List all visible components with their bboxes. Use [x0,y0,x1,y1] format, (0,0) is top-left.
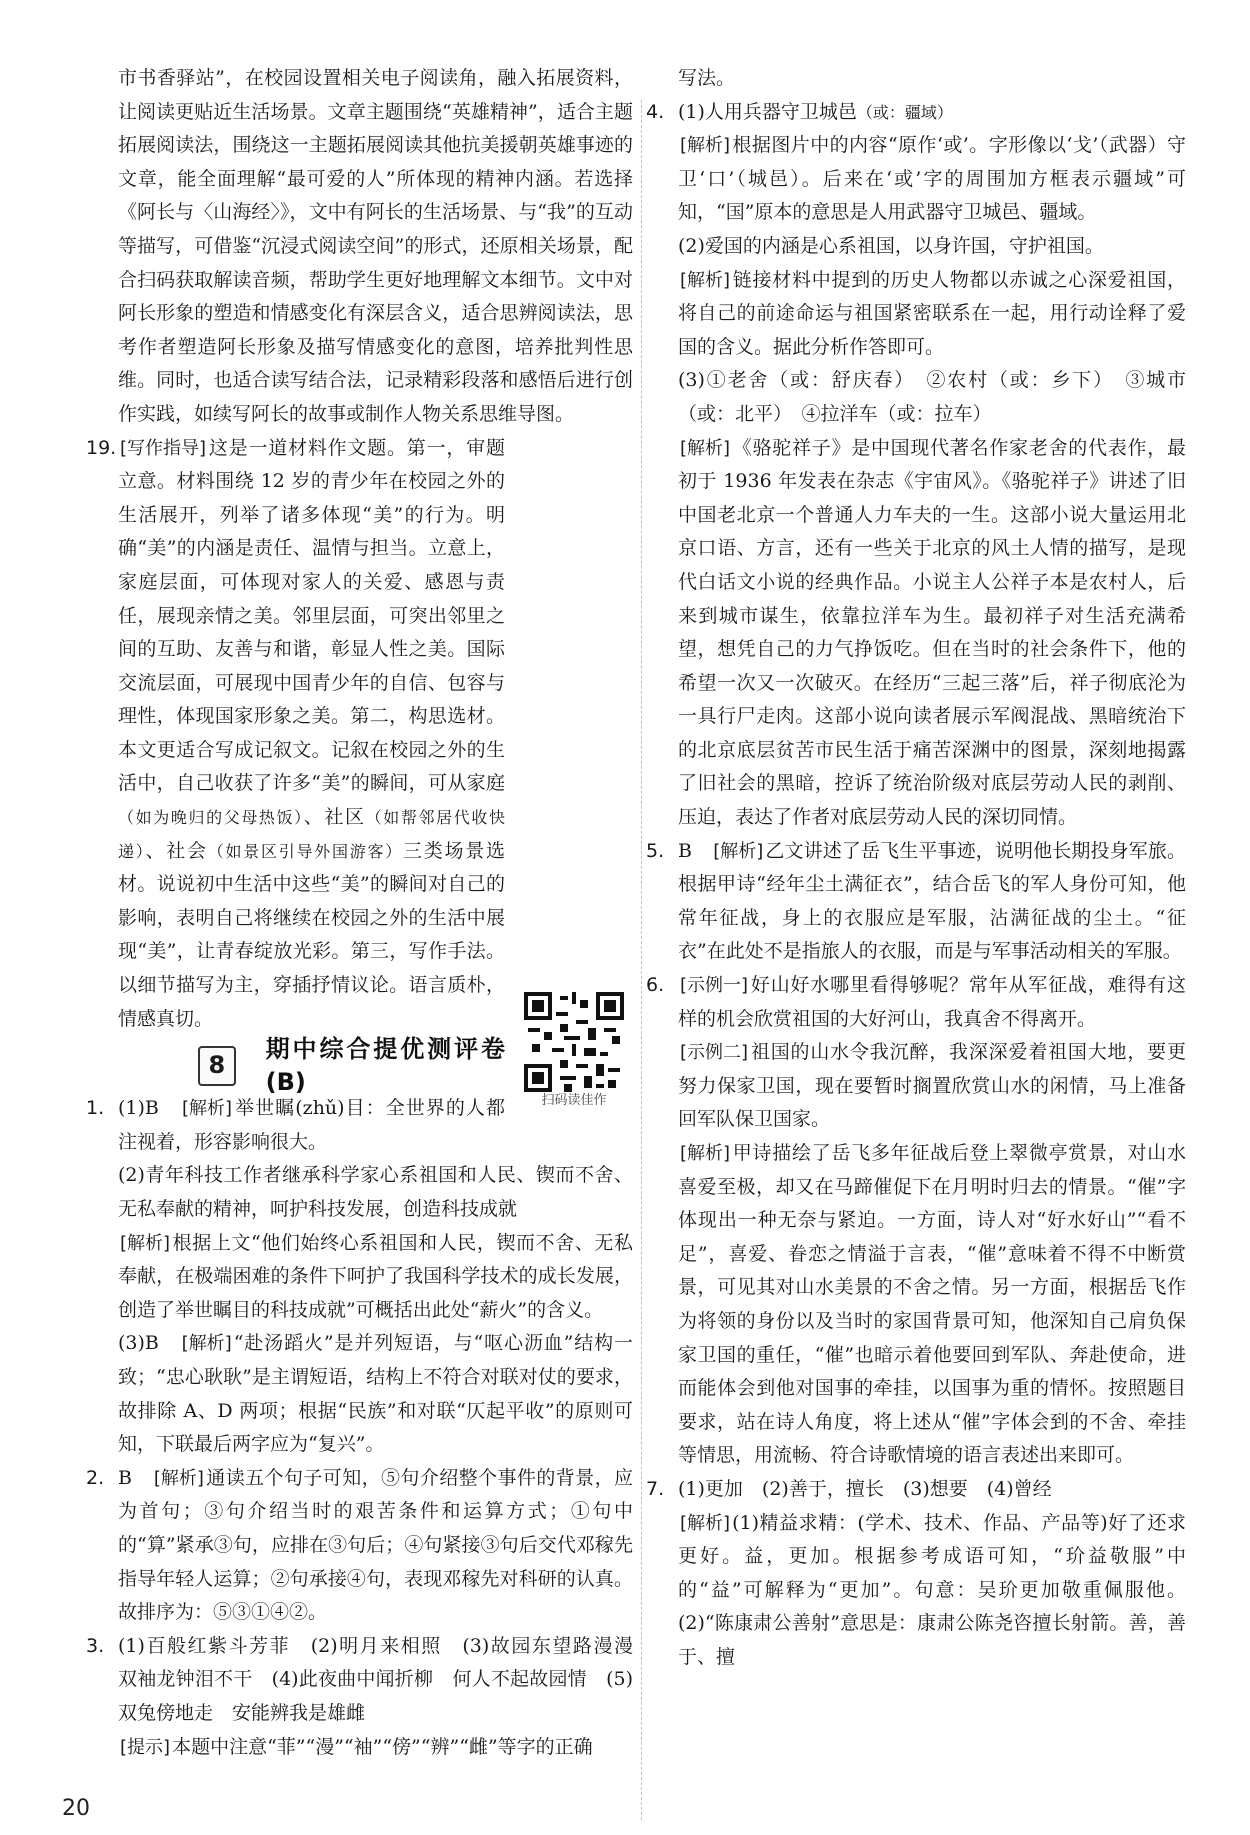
answer-tag: [ 解析 ] [678,1513,732,1535]
answer-text: 举世瞩(zhǔ)目：全世界的人都注视着，形容影响很大。 [118,1097,505,1153]
answer-tag: [ 解析 ] [711,841,765,863]
answer-text: 《骆驼祥子》是中国现代著名作家老舍的代表作，最初于 1936 年发表在杂志《宇宙风》。《骆驼祥子》讲述了旧中国老北京一个普通人力车夫的一生。这部小说大量运用北京口语、方言，还有一些关于北京的风土人情的描写，是现代白话文小说的经典作品。小说主人公祥子本是农村人，后来到城市谋生，依靠拉洋车为生。最初祥子对生活充满希望，想凭自己的力气挣饭吃。但在当时的社会条件下，他的希望一次又一次破灭。在经历“三起三落”后，祥子彻底沦为一具行尸走肉。这部小说向读者展示军阀混战、黑暗统治下的北京底层贫苦市民生活于痛苦深渊中的图景，深刻地揭露了旧社会的黑暗，控诉了统治阶级对底层劳动人民的剥削、压迫，表达了作者对底层劳动人民的深切同情。 [678,436,1186,829]
answer: (2)爱国的内涵是心系祖国，以身许国，守护祖国。 [678,234,1104,257]
question-4 [648,96,1186,835]
alt-answer: （或：疆域） [856,102,953,122]
example-note: （如为晚归的父母热饭） [118,808,304,828]
right-column [648,62,1186,1675]
qr-caption: 扫码读佳作 [541,1092,607,1108]
answer: (1)百般红紫斗芳菲 (2)明月来相照 (3)故园东望路漫漫 双袖龙钟泪不干 (4)此夜曲中闻折柳 何人不起故园情 (5)双兔傍地走 安能辨我是雄雌 [118,1634,653,1724]
answer-text: 这是一道材料作文题。第一，审题立意。材料围绕 12 岁的青少年在校园之外的生活展开，列举了诸多体现“美”的行为。明确“美”的内涵是责任、温情与担当。立意上，家庭层面，可体现对家人的关爱、感恩与责任，展现亲情之美。邻里层面，可突出邻里之间的互助、友善与和谐，彰显人性之美。国际交流层面，可展现中国青少年的自信、包容与理性，体现国家形象之美。第二，构思选材。本文更适合写成记叙文。记叙在校园之外的生活中，自己收获了许多“美”的瞬间，可从家庭 [118,436,505,795]
question-1 [88,1092,633,1462]
answer: (2)青年科技工作者继承科学家心系祖国和人民、锲而不舍、无私奉献的精神，呵护科技发展，创造科技成就 [118,1164,633,1220]
example-note: （如景区引导外国游客） [207,841,403,861]
question-number: 19. [86,436,117,459]
answer-text: 三类场景选材。说说初中生活中这些“美”的瞬间对自己的影响，表明自己将继续在校园之外的生活中展现“美”，让青春绽放光彩。第三，写作手法。以细节描写为主，穿插抒情议论。语言质朴，情感真切。 [118,839,505,1030]
hint-tag: [ 提示 ] [118,1737,172,1759]
section-number: 8 [198,1046,236,1086]
question-5 [648,835,1186,969]
answer-tag: [ 解析 ] [678,1143,732,1165]
answer-text: 乙文讲述了岳飞生平事迹，说明他长期投身军旅。根据甲诗“经年尘土满征衣”，结合岳飞的军人身份可知，他常年征战，身上的衣服应是军服，沾满征战的尘土。“征衣”在此处不是指旅人的衣服，而是与军事活动相关的军服。 [678,839,1186,963]
qr-code-icon [524,992,624,1092]
answer: (3)①老舍（或：舒庆春） ②农村（或：乡下） ③城市（或：北平） ④拉洋车（或：拉车） [678,369,1186,425]
answer-text: 根据图片中的内容“原作‘或’。字形像以‘戈’（武器）守卫‘口’（城邑）。后来在‘或’字的周围加方框表示疆域”可知，“国”原本的意思是人用武器守卫城邑、疆域。 [678,134,1186,224]
answer: (1)更加 (2)善于，擅长 (3)想要 (4)曾经 [678,1477,1052,1500]
continued-paragraph: 市书香驿站”，在校园设置相关电子阅读角，融入拓展资料，让阅读更贴近生活场景。文章主题围绕“英雄精神”，适合主题拓展阅读法，围绕这一主题拓展阅读其他抗美援朝英雄事迹的文章，能全面理解“最可爱的人”所体现的精神内涵。若选择《阿长与〈山海经〉》，文中有阿长的生活场景、与“我”的互动等描写，可借鉴“沉浸式阅读空间”的形式，还原相关场景，配合扫码获取解读音频，帮助学生更好地理解文本细节。文中对阿长形象的塑造和情感变化有深层含义，适合思辨阅读法，思考作者塑造阿长形象及描写情感变化的意图，培养批判性思维。同时，也适合读写结合法，记录精彩段落和感悟后进行创作实践，如续写阿长的故事或制作人物关系思维导图。 [118,67,633,425]
question-number: 4. [646,100,665,123]
column-divider [641,100,642,1820]
answer-tag: [ 解析 ] [180,1333,234,1355]
question-number: 5. [646,839,665,862]
answer-text: (1)精益求精：(学术、技术、作品、产品等)好了还求更好。益，更加。根据参考成语可知，“玠益敬服”中的“益”可解释为“更加”。句意：吴玠更加敬重佩服他。(2)“陈康肃公善射”意思是：康肃公陈尧咨擅长射箭。善，善于、擅 [678,1511,1186,1668]
answer: (3)B [118,1332,159,1355]
answer-tag: [ 解析 ] [678,270,732,292]
answer: (1)B [118,1097,159,1120]
answer-text: 链接材料中提到的历史人物都以赤诚之心深爱祖国，将自己的前途命运与祖国紧密联系在一起，用行动诠释了爱国的含义。据此分析作答即可。 [678,268,1186,358]
continued-line: 写法。 [678,67,736,89]
example-tag: [ 示例一 ] [678,975,750,997]
answer-text: 、社会 [145,839,208,862]
page-number: 20 [62,1796,90,1821]
question-2 [88,1462,633,1630]
qr-code [524,992,624,1092]
question-number: 3. [86,1634,105,1657]
answer: B [678,839,692,862]
answer-tag: [ 解析 ] [678,135,732,157]
question-number: 7. [646,1477,665,1500]
answer-tag: [ 解析 ] [678,438,732,460]
question-number: 1. [86,1097,105,1120]
answer-tag: [ 写作指导 ] [118,438,208,460]
section-header [198,1034,505,1097]
answer-tag: [ 解析 ] [118,1233,172,1255]
question-3 [86,1630,653,1764]
question-7 [648,1473,1186,1675]
section-title: 期中综合提优测评卷(B) [265,1034,505,1097]
hint-text: 本题中注意“菲”“漫”“袖”“傍”“辨”“雌”等字的正确 [172,1735,593,1758]
example-text: 祖国的山水令我沉醉，我深深爱着祖国大地，要更努力保家卫国，现在要暂时搁置欣赏山水的闲情，马上准备回军队保卫国家。 [678,1041,1186,1131]
example-tag: [ 示例二 ] [678,1042,750,1064]
answer: B [118,1466,132,1489]
example-note: （如帮邻居代收快递） [118,808,505,861]
answer-text: 通读五个句子可知，⑤句介绍整个事件的背景，应为首句；③句介绍当时的艰苦条件和运算方式；①句中的“算”紧承③句，应排在③句后；④句紧接③句后交代邓稼先指导年轻人运算；②句承接④句，表现邓稼先对科研的认真。故排序为：⑤③①④②。 [118,1466,633,1624]
answer-tag: [ 解析 ] [180,1098,234,1120]
question-number: 6. [646,974,665,997]
left-column [86,62,653,1764]
answer-tag: [ 解析 ] [152,1468,206,1490]
answer: (1)人用兵器守卫城邑 [678,100,857,123]
answer-text: 甲诗描绘了岳飞多年征战后登上翠微亭赏景，对山水喜爱至极，却又在马蹄催促下在月明时归去的情景。“催”字体现出一种无奈与紧迫。一方面，诗人对“好水好山”“看不足”，喜爱、眷恋之情溢于言表，“催”意味着不得不中断赏景，可见其对山水美景的不舍之情。另一方面，根据岳飞作为将领的身份以及当时的家国背景可知，他深知自己肩负保家卫国的重任，“催”也暗示着他要回到军队、奔赴使命，进而能体会到他对国事的牵挂，以国事为重的情怀。按照题目要求，站在诗人角度，将上述从“催”字体会到的不舍、牵挂等情思，用流畅、符合诗歌情境的语言表述出来即可。 [678,1142,1186,1467]
answer-text: “赴汤蹈火”是并列短语，与“呕心沥血”结构一致；“忠心耿耿”是主谓短语，结构上不符合对联对仗的要求，故排除 A、D 两项；根据“民族”和对联“仄起平收”的原则可知，下联最后两字应为“复兴”。 [118,1332,633,1456]
question-number: 2. [86,1466,105,1489]
answer-text: 、社区 [303,806,366,829]
answer-text: 根据上文“他们始终心系祖国和人民，锲而不舍、无私奉献，在极端困难的条件下呵护了我国科学技术的成长发展，创造了举世瞩目的科技成就”可概括出此处“薪火”的含义。 [118,1231,633,1321]
question-6 [648,969,1186,1473]
example-text: 好山好水哪里看得够呢？常年从军征战，难得有这样的机会欣赏祖国的大好河山，我真舍不得离开。 [678,974,1186,1030]
